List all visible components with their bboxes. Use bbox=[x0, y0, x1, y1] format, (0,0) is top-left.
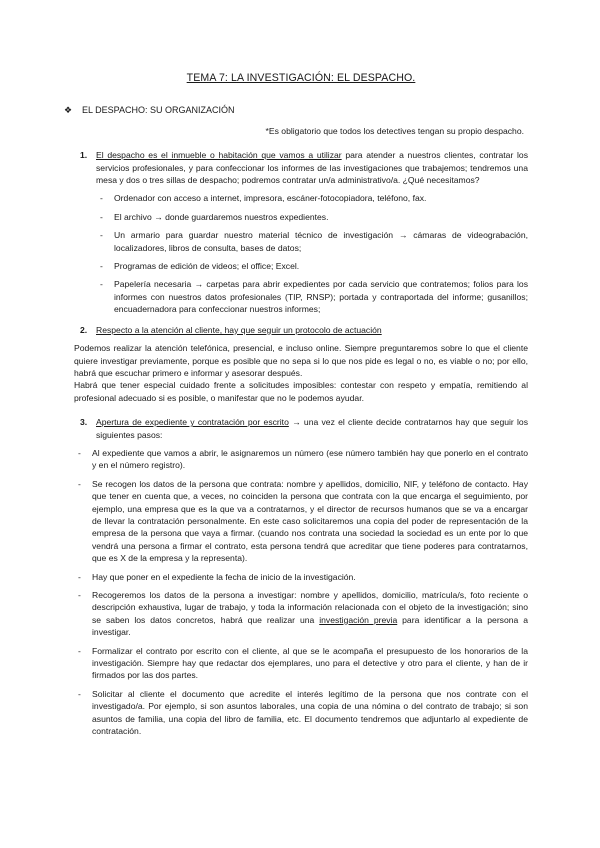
list-item: - Se recogen los datos de la persona que contrata: nombre y apellidos, domicilio, NIF, y teléfono de contacto. Hay que tener en cuenta que, a veces, no coinciden la persona que contrata con la que encarga el seguimiento, por ejemplo, una empresa que es la que va a contratarnos, y el director de recursos humanos que se va a encargar de llevar la contratación personalmente. En este caso solicitaremos una copia del poder de representación de la empresa de la persona que vaya a firmar. (cuando nos contrata una sociedad la sociedad es un ente por lo que vendrá una persona a firmar el contrato, esta persona tendrá que acreditar que tiene poderes para contratarnos, que es X de la empresa y la representa). bbox=[78, 478, 528, 564]
item-1-text: para atender a nuestros clientes, contratar los servicios profesionales, y para confeccionar los informes de las investigaciones que trabajemos; tendremos una mesa y dos o tres sillas de despacho; podremos contratar un/a administrativo/a. ¿Qué necesitamos? bbox=[96, 150, 528, 186]
numbered-item-1 bbox=[80, 149, 528, 321]
item-number: 3. bbox=[80, 417, 88, 428]
diamond-bullet-icon: ❖ bbox=[64, 105, 73, 116]
item-3-text: → una vez el cliente decide contratarnos hay que seguir los siguientes pasos: bbox=[96, 417, 528, 440]
list-item: - Un armario para guardar nuestro material técnico de investigación → cámaras de videograbación, localizadores, libros de consulta, bases de datos; bbox=[100, 230, 528, 253]
investigacion-previa-underlined: investigación previa bbox=[319, 614, 398, 625]
numbered-item-3 bbox=[80, 416, 528, 441]
list-item: - El archivo → donde guardaremos nuestros expedientes. bbox=[100, 211, 329, 222]
list-item: - Papelería necesaria → carpetas para abrir expedientes por cada servicio que contratemos; folios para los informes con nuestros datos profesionales (TIP, RNSP); portada y contraportada del informe; gusanillos; encuadernadora para confeccionar nuestros informes; bbox=[100, 279, 528, 315]
item-2-paragraph-1: Podemos realizar la atención telefónica, presencial, e incluso online. Siempre preguntaremos sobre lo que el cliente quiere investigar previamente, porque es posible que no sepa si lo que nos pide es legal o no, es viable o no; por ello, habrá que escuchar primero e informar y asesorar después. bbox=[74, 343, 528, 378]
page-title: TEMA 7: LA INVESTIGACIÓN: EL DESPACHO. bbox=[186, 72, 416, 84]
section-heading bbox=[64, 104, 528, 116]
numbered-item-2 bbox=[80, 324, 528, 336]
item-2-paragraph-2: Habrá que tener especial cuidado frente a solicitudes imposibles: contestar con respeto y empatía, remitiendo al profesional adecuado si es posible, o manifestar que no le podemos ayudar. bbox=[74, 380, 528, 403]
item-3-underlined: Apertura de expediente y contratación por escrito bbox=[96, 417, 289, 428]
section-heading-text: EL DESPACHO: SU ORGANIZACIÓN bbox=[82, 105, 235, 116]
item-number: 1. bbox=[80, 150, 88, 161]
list-item: - Formalizar el contrato por escrito con el cliente, al que se le acompaña el presupuesto de los honorarios de la investigación. Siempre hay que redactar dos ejemplares, uno para el detective y otro para el cliente, y han de ir firmados por las dos partes. bbox=[78, 645, 528, 681]
item-1-list bbox=[96, 192, 528, 315]
item-2-heading: Respecto a la atención al cliente, hay que seguir un protocolo de actuación bbox=[96, 324, 382, 335]
item-number: 2. bbox=[80, 324, 88, 335]
list-item: - Recogeremos los datos de la persona a investigar: nombre y apellidos, domicilio, matrícula/s, foto reciente o descripción exhaustiva, lugar de trabajo, y toda la información relacionada con el objeto de la investigación; sino se saben los datos concretos, habrá que realizar una investigación previa para identificar a la persona a investigar. bbox=[78, 590, 529, 638]
list-item: - Programas de edición de videos; el office; Excel. bbox=[100, 261, 300, 272]
list-item: - Hay que poner en el expediente la fecha de inicio de la investigación. bbox=[78, 571, 356, 582]
list-item: - Solicitar al cliente el documento que acredite el interés legítimo de la persona que nos contrate con el investigado/a. Por ejemplo, si son asuntos laborales, una copia de una nómina o del contrato de trabajo; si son asuntos de familia, una copia del libro de familia, etc. El documento tendremos que adjuntarlo al expediente de contratación. bbox=[78, 688, 528, 737]
item-1-underlined: El despacho es el inmueble o habitación que vamos a utilizar bbox=[96, 150, 342, 161]
list-item: - Ordenador con acceso a internet, impresora, escáner-fotocopiadora, teléfono, fax. bbox=[100, 193, 427, 204]
list-item: - Al expediente que vamos a abrir, le asignaremos un número (ese número también hay que ponerlo en el contrato y en el número registro). bbox=[78, 447, 528, 471]
item-3-list bbox=[74, 447, 528, 738]
obligation-note: *Es obligatorio que todos los detectives tengan su propio despacho. bbox=[265, 125, 524, 136]
